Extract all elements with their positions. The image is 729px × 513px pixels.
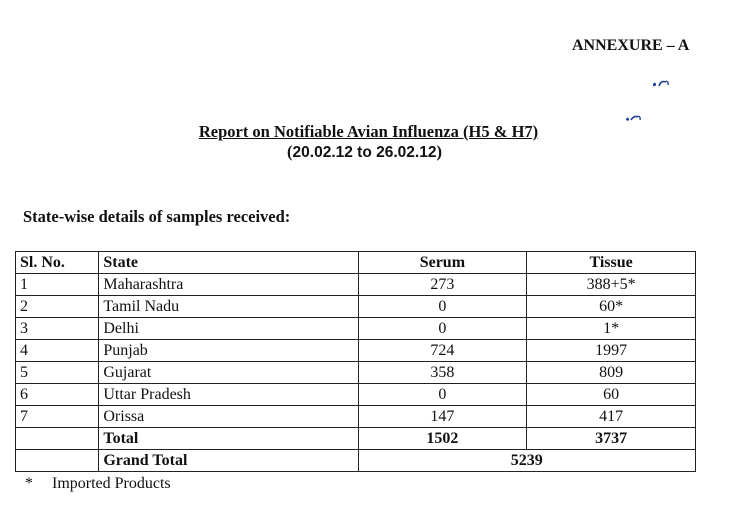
samples-table	[15, 251, 696, 472]
cell-tissue: 388+5*	[527, 274, 696, 296]
cell-sl-no: 7	[16, 406, 99, 428]
cell-tissue: 417	[527, 406, 696, 428]
cell-serum: 0	[358, 384, 527, 406]
cell-state: Maharashtra	[99, 274, 358, 296]
table-row	[16, 318, 696, 340]
cell-tissue: 60	[527, 384, 696, 406]
cell-sl-no: 4	[16, 340, 99, 362]
total-serum: 1502	[358, 428, 527, 450]
cell-state: Orissa	[99, 406, 358, 428]
cell-sl-no: 5	[16, 362, 99, 384]
cell-state: Delhi	[99, 318, 358, 340]
table-header-row	[16, 252, 696, 274]
annexure-label: ANNEXURE – A	[572, 37, 690, 54]
header-state: State	[99, 252, 358, 274]
cell-serum: 358	[358, 362, 527, 384]
cell-state: Uttar Pradesh	[99, 384, 358, 406]
header-serum: Serum	[358, 252, 527, 274]
report-date-line	[0, 142, 729, 163]
cell-tissue: 809	[527, 362, 696, 384]
cell-sl-no: 6	[16, 384, 99, 406]
section-heading: State-wise details of samples received:	[23, 207, 291, 226]
table-row	[16, 384, 696, 406]
total-label: Total	[99, 428, 358, 450]
cell-serum: 724	[358, 340, 527, 362]
grand-total-label: Grand Total	[99, 450, 358, 472]
cell-sl-no: 2	[16, 296, 99, 318]
grand-total-value: 5239	[358, 450, 696, 472]
table-row	[16, 340, 696, 362]
cell-sl-no: 1	[16, 274, 99, 296]
date-close-paren: )	[436, 142, 442, 161]
cell-tissue: 1*	[527, 318, 696, 340]
cell-serum: 273	[358, 274, 527, 296]
cell-sl-no: 3	[16, 318, 99, 340]
table-row	[16, 296, 696, 318]
cell-tissue: 60*	[527, 296, 696, 318]
cell-empty	[16, 428, 99, 450]
cell-serum: 0	[358, 296, 527, 318]
footnote-symbol: *	[25, 475, 33, 492]
table-row	[16, 274, 696, 296]
header-tissue: Tissue	[527, 252, 696, 274]
table-row	[16, 362, 696, 384]
cell-serum: 147	[358, 406, 527, 428]
table-row	[16, 406, 696, 428]
cell-state: Tamil Nadu	[99, 296, 358, 318]
total-row	[16, 428, 696, 450]
footnote-text: Imported Products	[52, 475, 171, 492]
cell-state: Gujarat	[99, 362, 358, 384]
grand-total-row	[16, 450, 696, 472]
date-open-paren: (	[287, 142, 293, 161]
cell-state: Punjab	[99, 340, 358, 362]
footnote	[25, 475, 171, 493]
header-sl-no: Sl. No.	[16, 252, 99, 274]
report-title-line: Report on Notifiable Avian Influenza (H5 & H7)	[198, 122, 539, 141]
total-tissue: 3737	[527, 428, 696, 450]
cell-serum: 0	[358, 318, 527, 340]
cell-empty	[16, 450, 99, 472]
handwritten-mark	[650, 78, 674, 90]
report-title	[0, 122, 729, 163]
cell-tissue: 1997	[527, 340, 696, 362]
date-range: 20.02.12 to 26.02.12	[292, 144, 437, 161]
